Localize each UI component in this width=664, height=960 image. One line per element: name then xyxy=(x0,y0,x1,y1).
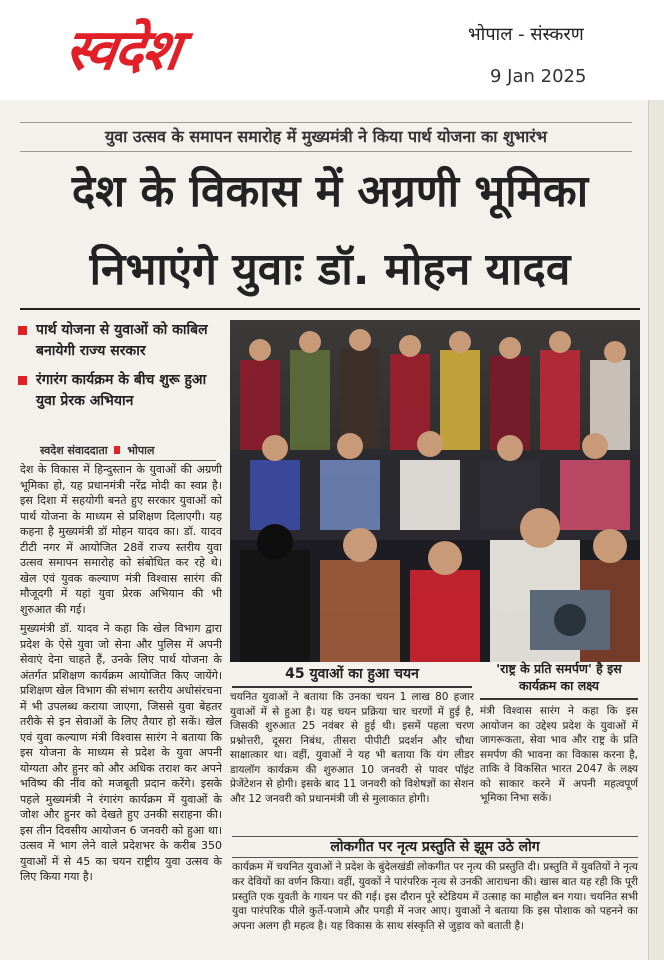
edition-label: भोपाल - संस्करण xyxy=(468,24,584,45)
highlights xyxy=(16,320,226,420)
kicker: युवा उत्सव के समापन समारोह में मुख्यमंत्री ने किया पार्थ योजना का शुभारंभ xyxy=(20,122,632,152)
highlight-item xyxy=(16,320,226,362)
headline-rule xyxy=(20,308,640,310)
masthead xyxy=(0,0,664,100)
headline-line-2: निभाएंगे युवाः डॉ. मोहन यादव xyxy=(89,244,571,295)
subheading-dedication: 'राष्ट्र के प्रति समर्पण' है इस कार्यक्रम का लक्ष्य xyxy=(480,660,638,700)
group-selfie-photo xyxy=(230,320,640,662)
dedication-paragraph: मंत्री विश्वास सारंग ने कहा कि इस आयोजन का उद्देश्य प्रदेश के युवाओं में जागरूकता, सेवा भाव और राष्ट्र के प्रति समर्पण की भावना का विकास करना है, ताकि वे विकसित भारत 2047 के लक्ष्य को साकार करने में अपनी महत्वपूर्ण भूमिका निभा सकें। xyxy=(480,705,638,804)
subheading-selection: 45 युवाओं का हुआ चयन xyxy=(232,664,472,688)
adjacent-column-edge xyxy=(648,100,664,960)
byline xyxy=(40,443,216,461)
event-photo xyxy=(230,320,640,662)
highlight-text: रंगारंग कार्यक्रम के बीच शुरू हुआ युवा प्रेरक अभियान xyxy=(36,372,207,409)
square-bullet-icon xyxy=(18,326,27,335)
edition-date: 9 Jan 2025 xyxy=(490,66,587,87)
byline-place: भोपाल xyxy=(127,444,155,457)
byline-source: स्वदेश संवाददाता xyxy=(40,444,108,457)
article-body xyxy=(20,462,222,952)
headline-line-1: देश के विकास में अग्रणी भूमिका xyxy=(71,166,589,217)
newspaper-logo: स्वदेश xyxy=(61,18,183,83)
square-bullet-icon xyxy=(18,376,27,385)
selection-paragraph: चयनित युवाओं ने बताया कि उनका चयन 1 लाख 80 हजार युवाओं में से हुआ है। यह चयन प्रक्रिया चार चरणों में हुई है, जिसकी शुरुआत 25 नवंबर से हुई थी। इसमें पहला चरण प्रश्नोत्तरी, दूसरा निबंध, तीसरा पीपीटी प्रदर्शन और चौथा साक्षात्कार था। वहीं, युवाओं ने यह भी बताया कि यंग लीडर डायलॉग कार्यक्रम की शुरुआत 10 जनवरी से पावर पॉइंट प्रेजेंटेशन से होगी। इसके बाद 11 जनवरी को विशेषज्ञों का सेशन और 12 जनवरी को प्रधानमंत्री जी से मुलाकात होगी। xyxy=(230,691,474,805)
subheading-dance: लोकगीत पर नृत्य प्रस्तुति से झूम उठे लोग xyxy=(232,836,638,858)
highlight-text: पार्थ योजना से युवाओं को काबिल बनायेगी राज्य सरकार xyxy=(36,322,208,359)
byline-separator-icon xyxy=(114,446,120,454)
body-paragraph: देश के विकास में हिन्दुस्तान के युवाओं की अग्रणी भूमिका हो, यह प्रधानमंत्री नरेंद्र मोदी का स्वप्न है। इस दिशा में सहयोगी बनते हुए सरकार युवाओं को पार्थ योजना के माध्यम से प्रशिक्षण दिलाएगी। यह कहना है मुख्यमंत्री डॉ मोहन यादव का। डॉ. यादव टीटी नगर में आयोजित 28वें राज्य स्तरीय युवा उत्सव समापन समारोह को संबोधित कर रहे थे। खेल एवं युवक कल्याण मंत्री विश्वास सारंग की मौजूदगी में यहां युवा प्रेरक अभियान की भी शुरुआत की गई। xyxy=(20,463,222,616)
body-paragraph: मुख्यमंत्री डॉ. यादव ने कहा कि खेल विभाग द्वारा प्रदेश के ऐसे युवा जो सेना और पुलिस में अपनी सेवाएं देना चाहते हैं, उनके लिए पार्थ योजना के अंतर्गत प्रशिक्षण कार्यक्रम आयोजित किए जायेंगे। प्रशिक्षण खेल विभाग की संभाग स्तरीय अधोसंरचना में भी उपलब्ध कराया जाएगा, जिससे युवा बेहतर तरीके से इन सेवाओं के लिए तैयार हो सकें। खेल एवं युवा कल्याण मंत्री विश्वास सारंग ने बताया कि इस योजना के माध्यम से प्रदेश के युवा अपनी योग्यता और हुनर को और अधिक तराश कर अपने भविष्य की नींव को मजबूती प्रदान करेंगे। इसके पहले मुख्यमंत्री ने रंगारंग कार्यक्रम में युवाओं के जोश और हुनर को देखते हुए उनकी सराहना की। इस तीन दिवसीय आयोजन 6 जनवरी को हुआ था। उत्सव में भाग लेने वाले प्रदेशभर के करीब 350 युवाओं में से 45 का चयन राष्ट्रीय युवा उत्सव के लिए किया गया है। xyxy=(20,622,222,883)
dance-paragraph: कार्यक्रम में चयनित युवाओं ने प्रदेश के बुंदेलखंडी लोकगीत पर नृत्य की प्रस्तुति दी। प्रस्तुति में युवतियों ने नृत्य कर देवियों का वर्णन किया। वहीं, युवकों ने पारंपरिक नृत्य से उनकी आराधना की। खास बात यह रही कि पूरी प्रस्तुति एक युवती के गायन पर की गई। इस दौरान पूरे स्टेडियम में उत्साह का माहौल बन गया। चयनित सभी युवा पारंपरिक पीले कुर्ते-पजामे और पगड़ी में नजर आए। युवाओं ने बताया कि इस पोशाक को पहनने का अपना अलग ही महत्व है। यह विकास के साथ संस्कृति से जुड़ाव को बताती है। xyxy=(232,861,638,933)
highlight-item xyxy=(16,370,226,412)
